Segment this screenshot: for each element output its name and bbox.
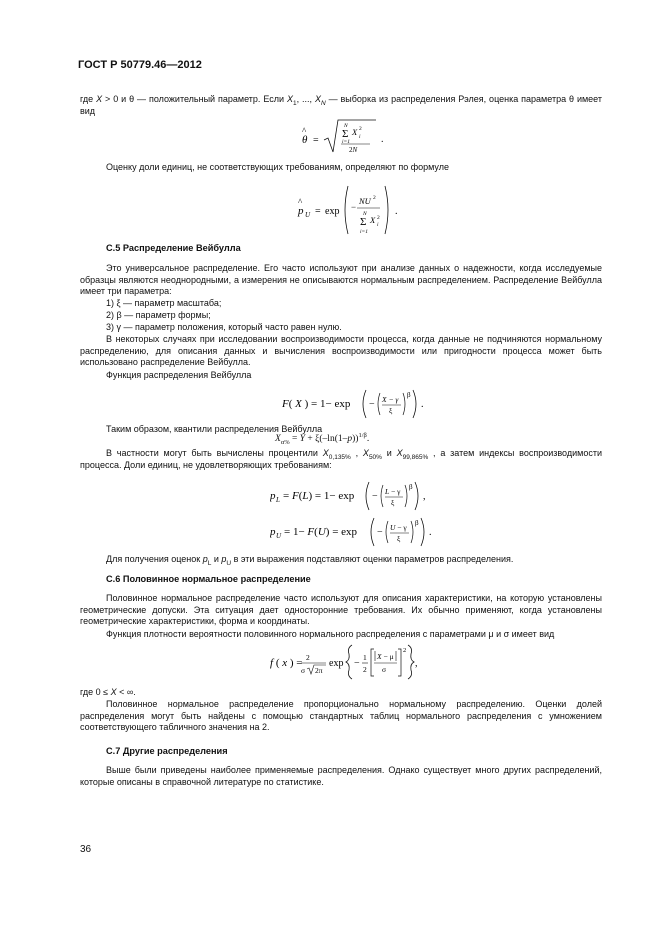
- svg-text:=: =: [313, 135, 319, 146]
- svg-text:N: N: [344, 123, 348, 129]
- svg-text:σ: σ: [382, 665, 387, 674]
- svg-text:exp: exp: [329, 658, 344, 669]
- svg-text:2: 2: [306, 653, 310, 662]
- weibull-param-scale: 1) ξ — параметр масштаба;: [106, 298, 222, 308]
- svg-text:X − μ: X − μ: [377, 652, 394, 661]
- rayleigh-estimate-line: Оценку доли единиц, не соответствующих требованиям, определяют по формуле: [106, 162, 449, 172]
- svg-text:.: .: [421, 399, 424, 410]
- rayleigh-intro: где X > 0 и θ — положительный параметр. Если $X_1$, ..., $X_N$ — выборка из распределения Рэлея, оценка параметра θ имеет вид: [80, 94, 602, 116]
- svg-text:= 1− F(U) = exp: = 1− F(U) = exp: [284, 526, 358, 538]
- svg-text:=: =: [315, 206, 321, 217]
- half-normal-domain: где 0 ≤ X < ∞.: [80, 687, 136, 697]
- svg-text:2N: 2N: [349, 146, 358, 154]
- svg-text:NU: NU: [359, 196, 371, 206]
- svg-text:X: X: [370, 215, 376, 225]
- pu-rayleigh-formula: [296, 180, 416, 238]
- svg-text:L − γ: L − γ: [385, 487, 401, 496]
- svg-text:= F(L) = 1− exp: = F(L) = 1− exp: [283, 490, 355, 502]
- svg-text:U: U: [276, 532, 282, 540]
- section-c5-heading: С.5 Распределение Вейбулла: [106, 243, 241, 253]
- svg-text:i: i: [359, 134, 361, 140]
- svg-text:−: −: [369, 399, 375, 410]
- svg-text:,: ,: [423, 491, 426, 502]
- pu-weibull-formula: [270, 514, 445, 550]
- svg-text:,: ,: [415, 658, 418, 669]
- weibull-estimates-note: Для получения оценок $p_L$ и $p_U$ в эти выражения подставляют оценки параметров распределения.: [106, 554, 514, 567]
- svg-text:F( X ) = 1− exp: F( X ) = 1− exp: [282, 398, 351, 410]
- pl-weibull-formula: [270, 478, 440, 514]
- svg-text:2: 2: [377, 215, 380, 221]
- svg-text:X − γ: X − γ: [382, 395, 399, 404]
- svg-text:σ: σ: [301, 666, 306, 675]
- svg-text:2: 2: [403, 647, 407, 654]
- weibull-intro: Это универсальное распределение. Его часто используют при анализе данных о надежности, когда исследуемые образцы являются неоднородными, а измерения не описываются нормальным распределением. Распределение Вейбулла имеет три параметра:: [80, 263, 602, 297]
- svg-text:i=1: i=1: [342, 139, 350, 145]
- svg-text:Σ: Σ: [360, 216, 367, 228]
- section-c6-heading: С.6 Половинное нормальное распределение: [106, 574, 311, 584]
- svg-text:p: p: [270, 526, 276, 538]
- svg-text:.: .: [429, 527, 432, 538]
- half-normal-proportional: Половинное нормальное распределение пропорционально нормальному распределению. Оценки долей распределения могут быть найдены с помощью стандартных таблиц нормального распределения с умножением соответствующего табличного значения на 2.: [80, 699, 602, 733]
- weibull-cdf-formula: [282, 386, 432, 422]
- theta-estimate-formula: [300, 118, 380, 156]
- weibull-function-label: Функция распределения Вейбулла: [106, 370, 252, 380]
- svg-text:N: N: [363, 211, 367, 217]
- svg-text:β: β: [415, 519, 419, 527]
- svg-text:ξ: ξ: [389, 406, 393, 415]
- svg-text:p: p: [298, 205, 304, 217]
- weibull-param-shape: 2) β — параметр формы;: [106, 310, 211, 320]
- half-normal-intro: Половинное нормальное распределение часто используют для описания характеристики, на которую установлены геометрические допуски. Эта ситуация дает односторонние требования. Их обычно применяют, когда установлены геометрические характеристики, форма и координаты.: [80, 593, 602, 627]
- svg-text:2π: 2π: [315, 666, 323, 675]
- svg-text:i: i: [377, 222, 379, 228]
- svg-text:2: 2: [359, 126, 362, 132]
- other-distributions-text: Выше были приведены наиболее применяемые распределения. Однако существует много других распределений, которые описаны в справочной литературе по статистике.: [80, 765, 602, 787]
- weibull-quantiles-label: Таким образом, квантили распределения Вейбулла: [106, 424, 323, 434]
- svg-text:2: 2: [363, 665, 367, 674]
- svg-text:.: .: [395, 206, 398, 217]
- page-number: 36: [80, 844, 92, 855]
- svg-text:ξ: ξ: [391, 498, 395, 507]
- half-normal-density-label: Функция плотности вероятности половинного нормального распределения с параметрами μ и σ имеет вид: [106, 629, 555, 639]
- section-c7-heading: С.7 Другие распределения: [106, 746, 228, 756]
- weibull-param-location: 3) γ — параметр положения, который часто равен нулю.: [106, 322, 342, 332]
- svg-text:ξ: ξ: [397, 534, 401, 543]
- svg-text:Σ: Σ: [342, 128, 349, 140]
- svg-text:−: −: [372, 491, 378, 502]
- svg-text:β: β: [409, 483, 413, 491]
- svg-text:2: 2: [373, 195, 376, 201]
- theta-symbol: θ: [302, 134, 308, 146]
- weibull-reproducibility: В некоторых случаях при исследовании воспроизводимости процесса, когда данные не подчиняются нормальному распределению, для описания данных и вычисления воспроизводимости или пригодности процесса может быть использовано распределение Вейбулла.: [80, 334, 602, 368]
- svg-text:^: ^: [298, 197, 303, 207]
- svg-text:L: L: [276, 496, 280, 504]
- svg-text:β: β: [407, 391, 411, 399]
- svg-text:f ( x ) =: f ( x ) =: [270, 657, 303, 669]
- half-normal-pdf-formula: [270, 642, 420, 682]
- weibull-quantile-formula: $X_{\alpha\%} = Y + \xi(-\ln(1-p))^{1/\beta}$.: [275, 431, 370, 446]
- svg-text:U − γ: U − γ: [390, 523, 407, 532]
- svg-text:exp: exp: [325, 206, 340, 217]
- svg-text:1: 1: [363, 653, 367, 662]
- svg-text:U: U: [305, 211, 311, 219]
- svg-text:i=1: i=1: [360, 229, 368, 235]
- svg-text:−: −: [351, 202, 357, 212]
- document-header: ГОСТ Р 50779.46—2012: [78, 59, 202, 71]
- svg-text:−: −: [377, 527, 383, 538]
- svg-text:p: p: [270, 490, 276, 502]
- svg-text:^: ^: [302, 126, 307, 136]
- weibull-percentiles: В частности могут быть вычислены процентили $X_{0,135\%}$ , $X_{50\%}$ и $X_{99,865\%}$ , а затем индексы воспроизводимости процесса. Доли единиц, не удовлетворяющих требованиям:: [80, 448, 602, 470]
- svg-text:X: X: [352, 127, 358, 137]
- svg-text:−: −: [354, 658, 360, 669]
